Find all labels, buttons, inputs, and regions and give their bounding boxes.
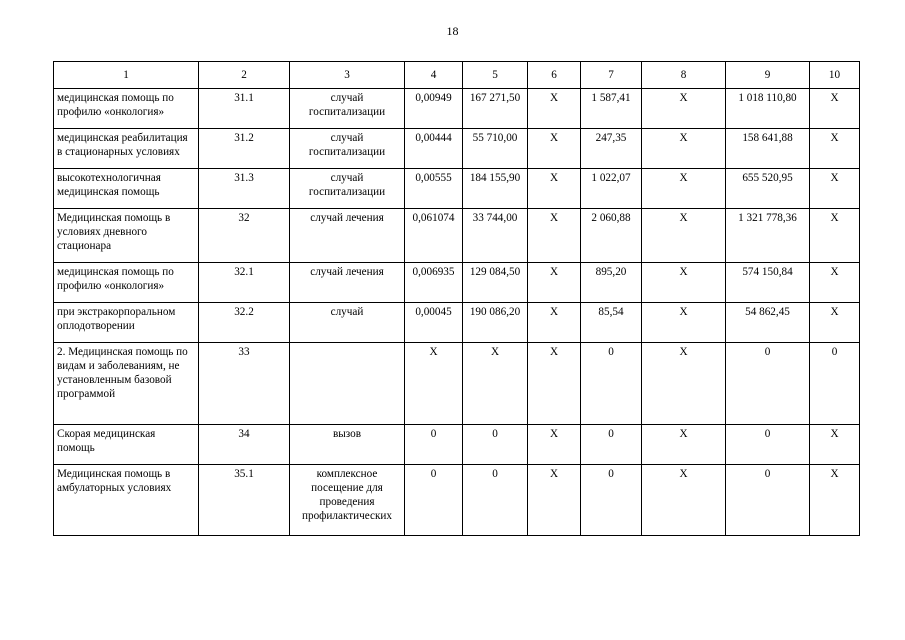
header-row <box>54 62 860 89</box>
cell-value: 247,35 <box>581 129 642 169</box>
row-label: Скорая медицинская помощь <box>54 425 199 465</box>
cell-value: 0 <box>810 343 860 425</box>
table-row <box>54 89 860 129</box>
cell-value: Х <box>528 89 581 129</box>
cell-value: Х <box>642 129 726 169</box>
column-header: 9 <box>726 62 810 89</box>
cell-value: Х <box>642 425 726 465</box>
row-unit: случай госпитализации <box>290 129 405 169</box>
row-unit <box>290 343 405 425</box>
table-row <box>54 343 860 425</box>
table-row <box>54 465 860 536</box>
row-unit: случай госпитализации <box>290 169 405 209</box>
table-row <box>54 425 860 465</box>
page-number: 18 <box>446 24 459 38</box>
tariff-table <box>53 61 860 536</box>
row-label: медицинская помощь по профилю «онкология» <box>54 89 199 129</box>
cell-value: Х <box>528 425 581 465</box>
row-code: 31.2 <box>199 129 290 169</box>
cell-value: 574 150,84 <box>726 263 810 303</box>
cell-value: Х <box>528 303 581 343</box>
table-row <box>54 209 860 263</box>
cell-value: 0 <box>581 343 642 425</box>
cell-value: 33 744,00 <box>463 209 528 263</box>
row-label: медицинская реабилитация в стационарных условиях <box>54 129 199 169</box>
row-unit: случай <box>290 303 405 343</box>
cell-value: 129 084,50 <box>463 263 528 303</box>
cell-value: 0 <box>405 465 463 536</box>
cell-value: Х <box>810 303 860 343</box>
row-unit: случай госпитализации <box>290 89 405 129</box>
row-label: высокотехнологичная медицинская помощь <box>54 169 199 209</box>
cell-value: 0 <box>726 425 810 465</box>
row-label: Медицинская помощь в условиях дневного стационара <box>54 209 199 263</box>
cell-value: 167 271,50 <box>463 89 528 129</box>
column-header: 5 <box>463 62 528 89</box>
cell-value: 0 <box>726 343 810 425</box>
cell-value: 0 <box>463 425 528 465</box>
cell-value: 184 155,90 <box>463 169 528 209</box>
row-unit: вызов <box>290 425 405 465</box>
row-code: 31.1 <box>199 89 290 129</box>
cell-value: 0,00444 <box>405 129 463 169</box>
cell-value: Х <box>642 89 726 129</box>
row-code: 31.3 <box>199 169 290 209</box>
cell-value: Х <box>810 129 860 169</box>
row-label: 2. Медицинская помощь по видам и заболеваниям, не установленным базовой программой <box>54 343 199 425</box>
cell-value: Х <box>528 129 581 169</box>
cell-value: 1 018 110,80 <box>726 89 810 129</box>
column-header: 1 <box>54 62 199 89</box>
cell-value: 0,00555 <box>405 169 463 209</box>
cell-value: 895,20 <box>581 263 642 303</box>
cell-value: Х <box>810 169 860 209</box>
cell-value: Х <box>642 343 726 425</box>
cell-value: Х <box>528 343 581 425</box>
cell-value: 0 <box>726 465 810 536</box>
column-header: 4 <box>405 62 463 89</box>
cell-value: Х <box>528 263 581 303</box>
cell-value: 2 060,88 <box>581 209 642 263</box>
cell-value: 0 <box>463 465 528 536</box>
cell-value: Х <box>642 209 726 263</box>
column-header: 3 <box>290 62 405 89</box>
cell-value: Х <box>810 465 860 536</box>
cell-value: 655 520,95 <box>726 169 810 209</box>
row-code: 32.2 <box>199 303 290 343</box>
column-header: 8 <box>642 62 726 89</box>
row-code: 34 <box>199 425 290 465</box>
cell-value: 54 862,45 <box>726 303 810 343</box>
table-body <box>54 89 860 536</box>
row-code: 32 <box>199 209 290 263</box>
column-header: 7 <box>581 62 642 89</box>
column-header: 6 <box>528 62 581 89</box>
cell-value: Х <box>528 465 581 536</box>
cell-value: 0 <box>581 465 642 536</box>
row-code: 32.1 <box>199 263 290 303</box>
cell-value: Х <box>810 209 860 263</box>
cell-value: Х <box>810 425 860 465</box>
cell-value: Х <box>463 343 528 425</box>
cell-value: Х <box>642 303 726 343</box>
cell-value: Х <box>528 209 581 263</box>
cell-value: 0,061074 <box>405 209 463 263</box>
cell-value: 158 641,88 <box>726 129 810 169</box>
cell-value: Х <box>528 169 581 209</box>
cell-value: Х <box>810 263 860 303</box>
cell-value: 1 321 778,36 <box>726 209 810 263</box>
cell-value: Х <box>642 169 726 209</box>
row-label: при экстракорпоральном оплодотворении <box>54 303 199 343</box>
cell-value: 0 <box>581 425 642 465</box>
cell-value: 85,54 <box>581 303 642 343</box>
cell-value: 0,00045 <box>405 303 463 343</box>
row-unit: комплексное посещение для проведения профилактических <box>290 465 405 536</box>
table-row <box>54 129 860 169</box>
column-header: 2 <box>199 62 290 89</box>
table-row <box>54 303 860 343</box>
cell-value: Х <box>642 465 726 536</box>
row-unit: случай лечения <box>290 209 405 263</box>
cell-value: 0,00949 <box>405 89 463 129</box>
row-label: Медицинская помощь в амбулаторных условиях <box>54 465 199 536</box>
table-row <box>54 169 860 209</box>
row-label: медицинская помощь по профилю «онкология» <box>54 263 199 303</box>
row-code: 35.1 <box>199 465 290 536</box>
row-code: 33 <box>199 343 290 425</box>
cell-value: 0,006935 <box>405 263 463 303</box>
cell-value: 1 587,41 <box>581 89 642 129</box>
cell-value: 0 <box>405 425 463 465</box>
cell-value: Х <box>405 343 463 425</box>
row-unit: случай лечения <box>290 263 405 303</box>
cell-value: 1 022,07 <box>581 169 642 209</box>
cell-value: Х <box>810 89 860 129</box>
cell-value: Х <box>642 263 726 303</box>
cell-value: 55 710,00 <box>463 129 528 169</box>
column-header: 10 <box>810 62 860 89</box>
cell-value: 190 086,20 <box>463 303 528 343</box>
table-row <box>54 263 860 303</box>
